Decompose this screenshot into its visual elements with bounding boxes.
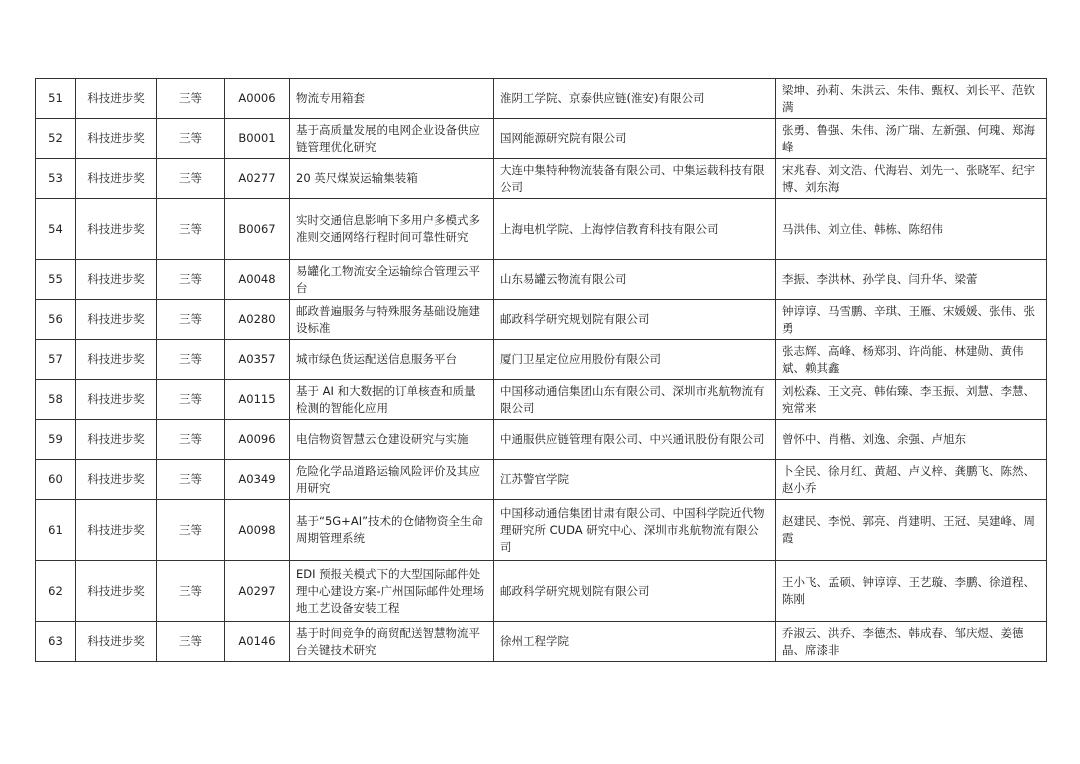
row-number: 63 xyxy=(36,622,76,662)
project-name: 邮政普遍服务与特殊服务基础设施建设标准 xyxy=(290,300,494,340)
project-name: 易罐化工物流安全运输综合管理云平台 xyxy=(290,260,494,300)
project-name: 基于时间竞争的商贸配送智慧物流平台关键技术研究 xyxy=(290,622,494,662)
table-row xyxy=(36,119,1047,159)
project-code: A0297 xyxy=(225,561,290,622)
table-row xyxy=(36,500,1047,561)
table-row xyxy=(36,79,1047,119)
completing-units: 邮政科学研究规划院有限公司 xyxy=(494,561,776,622)
project-name: 基于高质量发展的电网企业设备供应链管理优化研究 xyxy=(290,119,494,159)
project-name: 基于 AI 和大数据的订单核查和质量检测的智能化应用 xyxy=(290,380,494,420)
completing-people: 张志辉、高峰、杨郑羽、许尚能、林建勋、黄伟斌、赖其鑫 xyxy=(776,340,1047,380)
row-number: 58 xyxy=(36,380,76,420)
completing-people: 梁坤、孙莉、朱洪云、朱伟、甄权、刘长平、范钦满 xyxy=(776,79,1047,119)
project-code: A0280 xyxy=(225,300,290,340)
completing-people: 曾怀中、肖楷、刘逸、余强、卢旭东 xyxy=(776,420,1047,460)
award-grade: 三等 xyxy=(157,199,225,260)
award-category: 科技进步奖 xyxy=(76,420,157,460)
completing-people: 马洪伟、刘立佳、韩栋、陈绍伟 xyxy=(776,199,1047,260)
completing-units: 淮阴工学院、京泰供应链(淮安)有限公司 xyxy=(494,79,776,119)
project-code: A0146 xyxy=(225,622,290,662)
table-row xyxy=(36,300,1047,340)
award-grade: 三等 xyxy=(157,300,225,340)
award-grade: 三等 xyxy=(157,79,225,119)
project-code: A0048 xyxy=(225,260,290,300)
completing-people: 宋兆春、刘文浩、代海岩、刘先一、张晓军、纪宇博、刘东海 xyxy=(776,159,1047,199)
award-grade: 三等 xyxy=(157,500,225,561)
completing-people: 乔淑云、洪乔、李德杰、韩成春、邹庆煜、姜德晶、席漆非 xyxy=(776,622,1047,662)
award-category: 科技进步奖 xyxy=(76,460,157,500)
table-row xyxy=(36,159,1047,199)
award-category: 科技进步奖 xyxy=(76,260,157,300)
completing-people: 钟谆谆、马雪鹏、辛琪、王雁、宋媛媛、张伟、张勇 xyxy=(776,300,1047,340)
award-grade: 三等 xyxy=(157,340,225,380)
award-category: 科技进步奖 xyxy=(76,159,157,199)
table-row xyxy=(36,199,1047,260)
row-number: 52 xyxy=(36,119,76,159)
completing-units: 中国移动通信集团山东有限公司、深圳市兆航物流有限公司 xyxy=(494,380,776,420)
project-code: A0096 xyxy=(225,420,290,460)
row-number: 62 xyxy=(36,561,76,622)
completing-units: 山东易罐云物流有限公司 xyxy=(494,260,776,300)
project-name: 基于“5G+AI”技术的仓储物资全生命周期管理系统 xyxy=(290,500,494,561)
project-name: EDI 预报关模式下的大型国际邮件处理中心建设方案-广州国际邮件处理场地工艺设备安装工程 xyxy=(290,561,494,622)
award-category: 科技进步奖 xyxy=(76,561,157,622)
award-category: 科技进步奖 xyxy=(76,300,157,340)
project-code: B0001 xyxy=(225,119,290,159)
table-row xyxy=(36,460,1047,500)
completing-units: 大连中集特种物流装备有限公司、中集运载科技有限公司 xyxy=(494,159,776,199)
completing-people: 卜全民、徐月红、黄超、卢义梓、龚鹏飞、陈然、赵小乔 xyxy=(776,460,1047,500)
project-code: B0067 xyxy=(225,199,290,260)
project-name: 电信物资智慧云仓建设研究与实施 xyxy=(290,420,494,460)
project-name: 物流专用箱套 xyxy=(290,79,494,119)
table-row xyxy=(36,260,1047,300)
award-category: 科技进步奖 xyxy=(76,500,157,561)
award-category: 科技进步奖 xyxy=(76,199,157,260)
award-category: 科技进步奖 xyxy=(76,340,157,380)
table-row xyxy=(36,340,1047,380)
award-grade: 三等 xyxy=(157,380,225,420)
project-code: A0277 xyxy=(225,159,290,199)
completing-people: 刘松森、王文亮、韩佑臻、李玉振、刘慧、李慧、宛常来 xyxy=(776,380,1047,420)
completing-people: 李振、李洪林、孙学良、闫升华、梁蕾 xyxy=(776,260,1047,300)
table-row xyxy=(36,420,1047,460)
row-number: 60 xyxy=(36,460,76,500)
completing-units: 国网能源研究院有限公司 xyxy=(494,119,776,159)
table-row xyxy=(36,622,1047,662)
award-grade: 三等 xyxy=(157,159,225,199)
row-number: 51 xyxy=(36,79,76,119)
completing-units: 邮政科学研究规划院有限公司 xyxy=(494,300,776,340)
project-code: A0115 xyxy=(225,380,290,420)
completing-units: 江苏警官学院 xyxy=(494,460,776,500)
project-name: 实时交通信息影响下多用户多模式多准则交通网络行程时间可靠性研究 xyxy=(290,199,494,260)
awards-table-body xyxy=(36,79,1047,662)
award-category: 科技进步奖 xyxy=(76,380,157,420)
award-grade: 三等 xyxy=(157,260,225,300)
completing-units: 中国移动通信集团甘肃有限公司、中国科学院近代物理研究所 CUDA 研究中心、深圳市兆航物流有限公司 xyxy=(494,500,776,561)
completing-units: 厦门卫星定位应用股份有限公司 xyxy=(494,340,776,380)
awards-table xyxy=(35,78,1047,662)
project-name: 危险化学品道路运输风险评价及其应用研究 xyxy=(290,460,494,500)
completing-people: 王小飞、孟硕、钟谆谆、王艺璇、李鹏、徐道程、陈刚 xyxy=(776,561,1047,622)
row-number: 57 xyxy=(36,340,76,380)
row-number: 59 xyxy=(36,420,76,460)
award-grade: 三等 xyxy=(157,460,225,500)
project-code: A0349 xyxy=(225,460,290,500)
completing-people: 张勇、鲁强、朱伟、汤广瑞、左新强、何瑰、郑海峰 xyxy=(776,119,1047,159)
award-grade: 三等 xyxy=(157,119,225,159)
row-number: 55 xyxy=(36,260,76,300)
award-category: 科技进步奖 xyxy=(76,79,157,119)
table-row xyxy=(36,380,1047,420)
award-grade: 三等 xyxy=(157,561,225,622)
project-name: 城市绿色货运配送信息服务平台 xyxy=(290,340,494,380)
table-row xyxy=(36,561,1047,622)
award-category: 科技进步奖 xyxy=(76,119,157,159)
row-number: 56 xyxy=(36,300,76,340)
row-number: 61 xyxy=(36,500,76,561)
row-number: 53 xyxy=(36,159,76,199)
project-code: A0006 xyxy=(225,79,290,119)
row-number: 54 xyxy=(36,199,76,260)
award-category: 科技进步奖 xyxy=(76,622,157,662)
project-code: A0357 xyxy=(225,340,290,380)
award-grade: 三等 xyxy=(157,420,225,460)
project-name: 20 英尺煤炭运输集装箱 xyxy=(290,159,494,199)
completing-people: 赵建民、李悦、郭亮、肖建明、王冠、吴建峰、周霞 xyxy=(776,500,1047,561)
award-grade: 三等 xyxy=(157,622,225,662)
completing-units: 上海电机学院、上海悖信教育科技有限公司 xyxy=(494,199,776,260)
completing-units: 中通服供应链管理有限公司、中兴通讯股份有限公司 xyxy=(494,420,776,460)
project-code: A0098 xyxy=(225,500,290,561)
completing-units: 徐州工程学院 xyxy=(494,622,776,662)
